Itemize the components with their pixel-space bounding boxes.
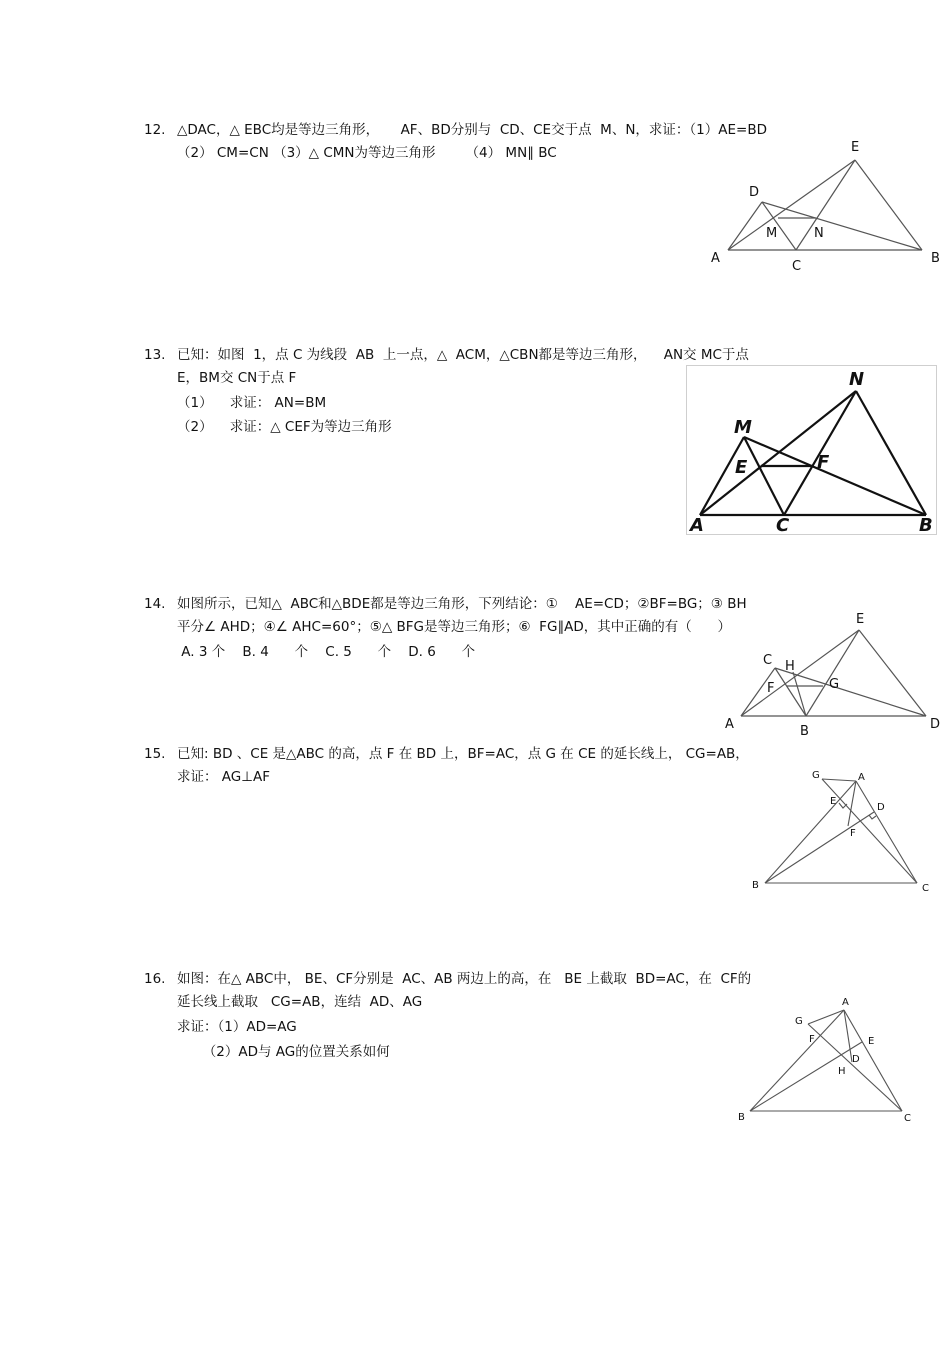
- vertex-label: M: [766, 226, 778, 241]
- vertex-label: F: [767, 681, 775, 696]
- problem-text-line: E，BM交 CN于点 F: [177, 370, 297, 386]
- vertex-label: E: [856, 612, 865, 627]
- problem-text-line: 已知: BD 、CE 是△ABC 的高，点 F 在 BD 上，BF=AC，点 G 在 CE 的延长线上， CG=AB，: [177, 746, 749, 762]
- problem-text-line: A. 3 个 B. 4 个 C. 5 个 D. 6 个: [177, 644, 476, 660]
- vertex-label: N: [849, 369, 865, 390]
- vertex-label: D: [749, 185, 760, 200]
- vertex-label: E: [830, 796, 837, 807]
- figure-14: [715, 610, 945, 740]
- vertex-label: B: [919, 515, 933, 536]
- vertex-label: C: [763, 653, 773, 668]
- problem-text-line: 求证： AG⊥AF: [177, 769, 271, 785]
- problem-text-line: 如图：在△ ABC中， BE、CF分别是 AC、AB 两边上的高，在 BE 上截取 BD=AC，在 CF的: [177, 971, 752, 987]
- vertex-label: C: [904, 1113, 911, 1124]
- problem-text-line: （2）AD与 AG的位置关系如何: [177, 1044, 390, 1060]
- vertex-label: A: [725, 717, 734, 732]
- vertex-label: C: [922, 883, 929, 894]
- vertex-label: D: [852, 1054, 860, 1065]
- vertex-label: E: [851, 140, 860, 155]
- vertex-label: A: [842, 997, 849, 1008]
- vertex-label: H: [838, 1066, 846, 1077]
- problem-number: 14.: [144, 596, 166, 612]
- problem-text-line: 如图所示，已知△ ABC和△BDE都是等边三角形，下列结论：① AE=CD；②BF=BG；③ BH: [177, 596, 747, 612]
- vertex-label: G: [812, 770, 820, 781]
- vertex-label: B: [931, 251, 940, 266]
- vertex-label: A: [858, 772, 865, 783]
- vertex-label: M: [734, 417, 752, 438]
- figure-12: [700, 135, 950, 275]
- vertex-label: A: [711, 251, 720, 266]
- vertex-label: G: [829, 677, 840, 692]
- figure-15: [745, 765, 945, 895]
- problem-number: 15.: [144, 746, 166, 762]
- problem-number: 16.: [144, 971, 166, 987]
- vertex-label: B: [800, 724, 809, 739]
- vertex-label: F: [809, 1034, 815, 1045]
- problem-text-line: 延长线上截取 CG=AB，连结 AD、AG: [177, 994, 423, 1010]
- vertex-label: H: [785, 659, 795, 674]
- vertex-label: N: [814, 226, 824, 241]
- problem-text-line: （1） 求证： AN=BM: [177, 395, 327, 411]
- vertex-label: E: [735, 457, 748, 478]
- figure-16: [730, 990, 930, 1130]
- vertex-label: D: [930, 717, 941, 732]
- vertex-label: E: [868, 1036, 875, 1047]
- problem-text-line: 求证：（1）AD=AG: [177, 1019, 297, 1035]
- problem-text-line: 平分∠ AHD；④∠ AHC=60°；⑤△ BFG是等边三角形；⑥ FG∥AD，其中正确的有（ ）: [177, 619, 732, 635]
- vertex-label: G: [795, 1016, 803, 1027]
- problem-text-line: 已知：如图 1，点 C 为线段 AB 上一点，△ ACM，△CBN都是等边三角形， AN交 MC于点: [177, 347, 749, 363]
- problem-number: 13.: [144, 347, 166, 363]
- vertex-label: C: [776, 515, 790, 536]
- problem-text-line: △DAC，△ EBC均是等边三角形， AF、BD分别与 CD、CE交于点 M、N，求证：（1）AE=BD: [177, 122, 767, 138]
- vertex-label: B: [738, 1112, 745, 1123]
- problem-text-line: （2） 求证：△ CEF为等边三角形: [177, 419, 392, 435]
- figure-13: [686, 365, 937, 535]
- vertex-label: C: [792, 259, 802, 274]
- vertex-label: F: [817, 452, 830, 473]
- problem-text-line: （2） CM=CN （3）△ CMN为等边三角形 （4） MN∥ BC: [177, 145, 557, 161]
- vertex-label: F: [850, 828, 856, 839]
- vertex-label: D: [877, 802, 885, 813]
- problem-number: 12.: [144, 122, 166, 138]
- vertex-label: A: [690, 515, 704, 536]
- vertex-label: B: [752, 880, 759, 891]
